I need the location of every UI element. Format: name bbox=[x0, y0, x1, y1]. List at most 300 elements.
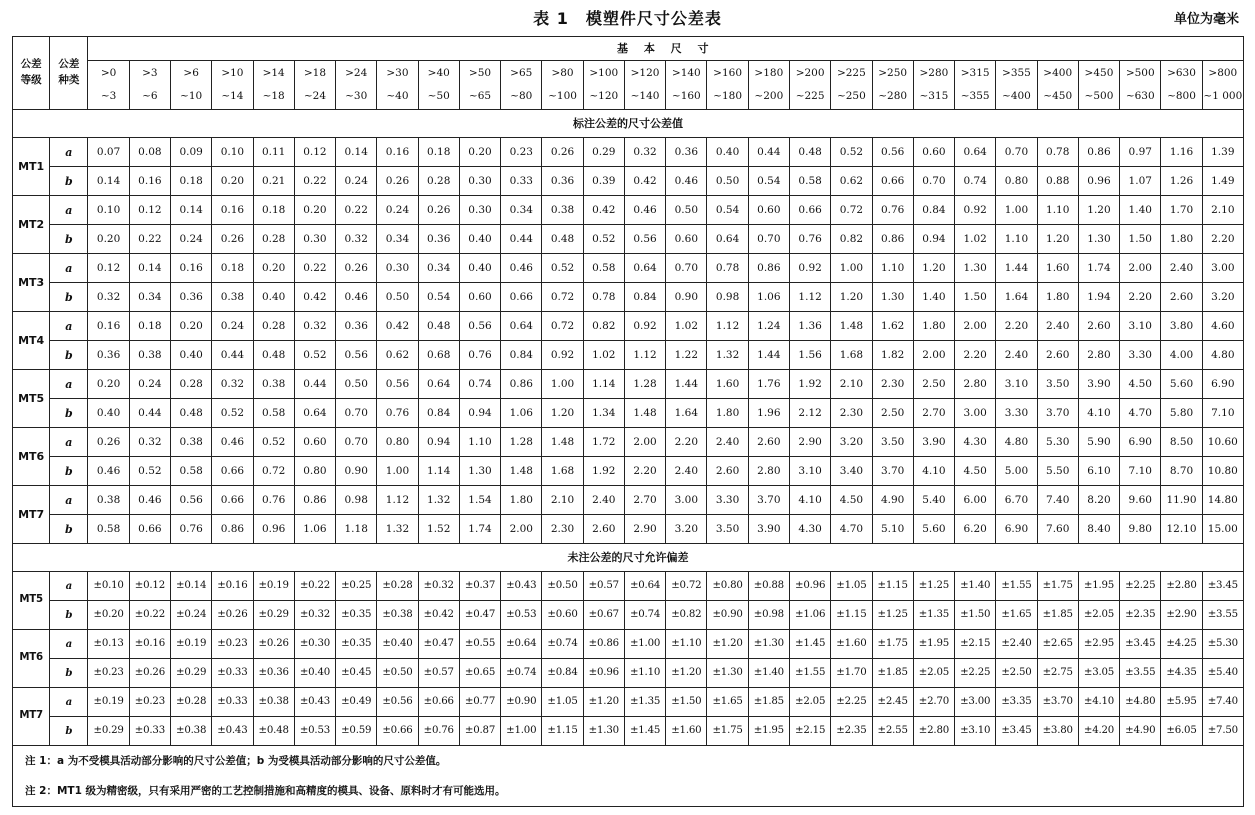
table-cell: 1.30 bbox=[955, 254, 996, 283]
table-cell: ±4.25 bbox=[1161, 630, 1202, 659]
table-cell: 3.00 bbox=[1202, 254, 1243, 283]
size-range-header bbox=[955, 61, 996, 110]
range-upper: ~120 bbox=[589, 90, 619, 102]
table-cell: 0.50 bbox=[666, 196, 707, 225]
table-cell: ±0.74 bbox=[501, 659, 542, 688]
table-cell: 1.48 bbox=[831, 312, 872, 341]
table-cell: 0.40 bbox=[459, 254, 500, 283]
table-cell: ±2.25 bbox=[831, 688, 872, 717]
table-cell: ±3.80 bbox=[1037, 717, 1078, 746]
table-cell: 1.16 bbox=[1161, 138, 1202, 167]
grade-label: MT2 bbox=[13, 196, 50, 254]
table-cell: 2.00 bbox=[1120, 254, 1161, 283]
table-cell: 1.18 bbox=[336, 515, 377, 544]
table-cell: 0.09 bbox=[171, 138, 212, 167]
table-cell: 0.18 bbox=[418, 138, 459, 167]
table-cell: 0.74 bbox=[955, 167, 996, 196]
table-cell: 6.20 bbox=[955, 515, 996, 544]
table-cell: 0.46 bbox=[336, 283, 377, 312]
size-range-header bbox=[377, 61, 418, 110]
table-cell: 0.82 bbox=[831, 225, 872, 254]
table-cell: 0.34 bbox=[129, 283, 170, 312]
table-cell: 4.60 bbox=[1202, 312, 1243, 341]
table-cell: ±1.30 bbox=[707, 659, 748, 688]
table-cell: 1.68 bbox=[831, 341, 872, 370]
table-cell: ±0.22 bbox=[129, 601, 170, 630]
table-cell: ±2.65 bbox=[1037, 630, 1078, 659]
size-range-header bbox=[1202, 61, 1243, 110]
table-cell: 1.00 bbox=[831, 254, 872, 283]
table-cell: 2.60 bbox=[1078, 312, 1119, 341]
table-cell: 0.18 bbox=[129, 312, 170, 341]
table-cell: ±1.35 bbox=[624, 688, 665, 717]
table-cell: ±0.88 bbox=[748, 572, 789, 601]
table-cell: 9.80 bbox=[1120, 515, 1161, 544]
table-cell: ±0.23 bbox=[129, 688, 170, 717]
table-cell: 1.82 bbox=[872, 341, 913, 370]
table-cell: 2.20 bbox=[1120, 283, 1161, 312]
table-cell: 0.18 bbox=[171, 167, 212, 196]
table-cell: 2.50 bbox=[913, 370, 954, 399]
table-cell: 0.64 bbox=[418, 370, 459, 399]
table-cell: 1.49 bbox=[1202, 167, 1243, 196]
table-cell: ±0.10 bbox=[88, 572, 129, 601]
size-range-header bbox=[88, 61, 129, 110]
table-cell: 1.70 bbox=[1161, 196, 1202, 225]
table-cell: 0.40 bbox=[707, 138, 748, 167]
table-cell: 0.58 bbox=[88, 515, 129, 544]
table-cell: 0.24 bbox=[336, 167, 377, 196]
range-lower: >24 bbox=[345, 67, 368, 79]
table-cell: 2.60 bbox=[707, 457, 748, 486]
table-cell: ±0.40 bbox=[294, 659, 335, 688]
table-cell: 0.46 bbox=[212, 428, 253, 457]
table-cell: ±0.55 bbox=[459, 630, 500, 659]
size-range-header bbox=[1037, 61, 1078, 110]
grade-label: MT7 bbox=[13, 486, 50, 544]
table-cell: 1.02 bbox=[666, 312, 707, 341]
table-cell: 0.36 bbox=[171, 283, 212, 312]
range-lower: >10 bbox=[221, 67, 244, 79]
table-cell: 0.70 bbox=[913, 167, 954, 196]
table-cell: 5.10 bbox=[872, 515, 913, 544]
size-range-header bbox=[542, 61, 583, 110]
table-cell: ±0.38 bbox=[253, 688, 294, 717]
table-cell: 0.78 bbox=[1037, 138, 1078, 167]
table-cell: 2.70 bbox=[913, 399, 954, 428]
kind-label: a bbox=[50, 486, 88, 515]
table-cell: ±0.16 bbox=[129, 630, 170, 659]
table-cell: ±0.50 bbox=[542, 572, 583, 601]
size-range-header bbox=[501, 61, 542, 110]
table-cell: 0.24 bbox=[377, 196, 418, 225]
table-cell: 1.26 bbox=[1161, 167, 1202, 196]
table-cell: 1.72 bbox=[583, 428, 624, 457]
range-lower: >50 bbox=[468, 67, 492, 79]
table-cell: 1.64 bbox=[996, 283, 1037, 312]
table-row bbox=[13, 717, 1244, 746]
table-cell: 0.66 bbox=[129, 515, 170, 544]
table-row bbox=[13, 312, 1244, 341]
table-cell: 0.94 bbox=[459, 399, 500, 428]
table-cell: ±0.28 bbox=[171, 688, 212, 717]
table-cell: 0.18 bbox=[212, 254, 253, 283]
table-cell: 0.66 bbox=[872, 167, 913, 196]
table-cell: 1.50 bbox=[955, 283, 996, 312]
table-cell: 0.42 bbox=[624, 167, 665, 196]
table-cell: 1.10 bbox=[872, 254, 913, 283]
table-cell: 3.30 bbox=[996, 399, 1037, 428]
unit-label: 单位为毫米 bbox=[1173, 12, 1239, 27]
tolerance-table bbox=[12, 36, 1244, 807]
table-cell: 5.90 bbox=[1078, 428, 1119, 457]
table-cell: 1.94 bbox=[1078, 283, 1119, 312]
table-cell: 0.46 bbox=[129, 486, 170, 515]
table-cell: 3.40 bbox=[831, 457, 872, 486]
range-upper: ~10 bbox=[180, 90, 203, 102]
range-upper: ~160 bbox=[671, 90, 701, 102]
range-upper: ~24 bbox=[303, 90, 327, 102]
table-cell: ±1.25 bbox=[872, 601, 913, 630]
table-cell: 3.70 bbox=[748, 486, 789, 515]
table-cell: 0.20 bbox=[88, 370, 129, 399]
table-cell: 0.56 bbox=[171, 486, 212, 515]
table-cell: ±1.55 bbox=[996, 572, 1037, 601]
table-cell: 0.64 bbox=[707, 225, 748, 254]
table-cell: 1.20 bbox=[542, 399, 583, 428]
table-cell: ±1.75 bbox=[1037, 572, 1078, 601]
table-cell: 0.34 bbox=[501, 196, 542, 225]
table-cell: 0.76 bbox=[171, 515, 212, 544]
table-cell: ±0.90 bbox=[501, 688, 542, 717]
table-cell: 2.60 bbox=[1037, 341, 1078, 370]
table-cell: 3.90 bbox=[1078, 370, 1119, 399]
table-cell: 0.42 bbox=[583, 196, 624, 225]
table-cell: ±4.90 bbox=[1120, 717, 1161, 746]
table-cell: ±1.35 bbox=[913, 601, 954, 630]
table-cell: 0.33 bbox=[501, 167, 542, 196]
table-cell: 1.12 bbox=[707, 312, 748, 341]
table-cell: 14.80 bbox=[1202, 486, 1243, 515]
table-cell: 0.88 bbox=[1037, 167, 1078, 196]
table-cell: 2.40 bbox=[996, 341, 1037, 370]
table-cell: 3.10 bbox=[1120, 312, 1161, 341]
table-cell: ±1.25 bbox=[913, 572, 954, 601]
table-cell: 1.20 bbox=[1078, 196, 1119, 225]
table-cell: 0.26 bbox=[88, 428, 129, 457]
table-cell: ±2.75 bbox=[1037, 659, 1078, 688]
table-cell: 1.74 bbox=[459, 515, 500, 544]
table-cell: ±0.25 bbox=[336, 572, 377, 601]
table-cell: 3.80 bbox=[1161, 312, 1202, 341]
table-cell: 0.52 bbox=[212, 399, 253, 428]
table-cell: ±1.65 bbox=[707, 688, 748, 717]
table-cell: 3.20 bbox=[831, 428, 872, 457]
table-row bbox=[13, 428, 1244, 457]
table-cell: ±0.16 bbox=[212, 572, 253, 601]
table-cell: ±0.38 bbox=[377, 601, 418, 630]
table-cell: 1.07 bbox=[1120, 167, 1161, 196]
table-cell: 1.12 bbox=[624, 341, 665, 370]
table-cell: 3.10 bbox=[996, 370, 1037, 399]
table-cell: 2.90 bbox=[624, 515, 665, 544]
table-cell: 4.70 bbox=[1120, 399, 1161, 428]
range-lower: >500 bbox=[1125, 67, 1155, 79]
table-cell: 0.40 bbox=[88, 399, 129, 428]
table-cell: ±2.55 bbox=[872, 717, 913, 746]
kind-label: a bbox=[50, 254, 88, 283]
table-cell: ±0.96 bbox=[789, 572, 830, 601]
table-cell: 0.52 bbox=[831, 138, 872, 167]
table-cell: ±1.15 bbox=[831, 601, 872, 630]
table-cell: 0.76 bbox=[377, 399, 418, 428]
table-cell: 2.10 bbox=[1202, 196, 1243, 225]
table-cell: 2.00 bbox=[501, 515, 542, 544]
table-cell: 1.60 bbox=[1037, 254, 1078, 283]
table-cell: ±0.45 bbox=[336, 659, 377, 688]
table-row bbox=[13, 370, 1244, 399]
table-cell: ±0.42 bbox=[418, 601, 459, 630]
table-cell: 1.80 bbox=[1161, 225, 1202, 254]
table-cell: 1.14 bbox=[583, 370, 624, 399]
table-cell: ±0.77 bbox=[459, 688, 500, 717]
table-cell: 4.70 bbox=[831, 515, 872, 544]
table-cell: 0.56 bbox=[624, 225, 665, 254]
table-cell: 5.00 bbox=[996, 457, 1037, 486]
table-cell: ±3.70 bbox=[1037, 688, 1078, 717]
table-cell: 0.28 bbox=[253, 225, 294, 254]
size-range-header bbox=[294, 61, 335, 110]
table-cell: ±1.10 bbox=[666, 630, 707, 659]
table-cell: 0.11 bbox=[253, 138, 294, 167]
table-cell: ±2.05 bbox=[1078, 601, 1119, 630]
table-cell: ±0.43 bbox=[294, 688, 335, 717]
table-row bbox=[13, 486, 1244, 515]
size-range-header bbox=[212, 61, 253, 110]
kind-label: a bbox=[50, 370, 88, 399]
range-upper: ~140 bbox=[630, 90, 660, 102]
table-cell: ±1.30 bbox=[748, 630, 789, 659]
kind-label: a bbox=[50, 630, 88, 659]
table-cell: 0.80 bbox=[294, 457, 335, 486]
table-cell: 0.76 bbox=[872, 196, 913, 225]
table-cell: 0.29 bbox=[583, 138, 624, 167]
range-lower: >200 bbox=[795, 67, 825, 79]
table-cell: ±2.80 bbox=[913, 717, 954, 746]
table-cell: ±6.05 bbox=[1161, 717, 1202, 746]
table-row bbox=[13, 167, 1244, 196]
table-cell: 0.50 bbox=[377, 283, 418, 312]
header-basic-size: 基 本 尺 寸 bbox=[88, 37, 1244, 61]
table-cell: 1.48 bbox=[624, 399, 665, 428]
table-row bbox=[13, 659, 1244, 688]
table-cell: 6.90 bbox=[996, 515, 1037, 544]
table-cell: 2.60 bbox=[583, 515, 624, 544]
note-text: 注 2：MT1 级为精密级，只有采用严密的工艺控制措施和高精度的模具、设备、原料时才有可能选用。 bbox=[13, 776, 1244, 807]
table-cell: 0.48 bbox=[789, 138, 830, 167]
table-cell: 0.60 bbox=[913, 138, 954, 167]
table-cell: ±0.29 bbox=[88, 717, 129, 746]
header-grade: 公差等级 bbox=[13, 37, 50, 110]
table-cell: 1.39 bbox=[1202, 138, 1243, 167]
table-cell: 0.34 bbox=[418, 254, 459, 283]
table-cell: 0.34 bbox=[377, 225, 418, 254]
table-cell: 0.50 bbox=[707, 167, 748, 196]
table-cell: 0.64 bbox=[955, 138, 996, 167]
size-range-header bbox=[831, 61, 872, 110]
table-cell: 12.10 bbox=[1161, 515, 1202, 544]
table-cell: ±0.19 bbox=[171, 630, 212, 659]
range-upper: ~14 bbox=[221, 90, 244, 102]
range-lower: >18 bbox=[303, 67, 327, 79]
table-cell: 0.52 bbox=[129, 457, 170, 486]
table-cell: 0.40 bbox=[253, 283, 294, 312]
table-cell: ±1.45 bbox=[624, 717, 665, 746]
table-cell: ±1.75 bbox=[872, 630, 913, 659]
size-range-header bbox=[583, 61, 624, 110]
table-cell: 1.30 bbox=[459, 457, 500, 486]
table-cell: ±0.49 bbox=[336, 688, 377, 717]
table-cell: 0.70 bbox=[336, 428, 377, 457]
table-cell: 0.10 bbox=[212, 138, 253, 167]
table-cell: 1.10 bbox=[459, 428, 500, 457]
table-cell: 0.74 bbox=[459, 370, 500, 399]
table-cell: ±0.32 bbox=[418, 572, 459, 601]
table-cell: 0.66 bbox=[212, 486, 253, 515]
table-cell: 1.20 bbox=[913, 254, 954, 283]
table-cell: 1.24 bbox=[748, 312, 789, 341]
table-cell: ±1.10 bbox=[624, 659, 665, 688]
kind-label: b bbox=[50, 659, 88, 688]
table-cell: 0.80 bbox=[996, 167, 1037, 196]
range-upper: ~315 bbox=[919, 90, 949, 102]
table-cell: ±3.05 bbox=[1078, 659, 1119, 688]
table-cell: 0.84 bbox=[624, 283, 665, 312]
table-cell: 2.30 bbox=[542, 515, 583, 544]
table-cell: 0.48 bbox=[253, 341, 294, 370]
table-cell: 1.00 bbox=[542, 370, 583, 399]
table-cell: ±1.00 bbox=[624, 630, 665, 659]
table-cell: ±1.00 bbox=[501, 717, 542, 746]
unmarked-deviation-section-row bbox=[13, 544, 1244, 572]
table-cell: ±0.74 bbox=[624, 601, 665, 630]
table-cell: 15.00 bbox=[1202, 515, 1243, 544]
table-cell: 3.30 bbox=[1120, 341, 1161, 370]
size-range-header bbox=[748, 61, 789, 110]
table-cell: 0.66 bbox=[212, 457, 253, 486]
table-cell: 0.78 bbox=[707, 254, 748, 283]
table-cell: 0.44 bbox=[501, 225, 542, 254]
table-cell: 0.62 bbox=[831, 167, 872, 196]
table-cell: 0.52 bbox=[583, 225, 624, 254]
size-range-header bbox=[171, 61, 212, 110]
table-cell: 0.22 bbox=[336, 196, 377, 225]
range-upper: ~500 bbox=[1084, 90, 1114, 102]
table-cell: 4.50 bbox=[1120, 370, 1161, 399]
table-cell: 0.16 bbox=[88, 312, 129, 341]
table-cell: 0.12 bbox=[88, 254, 129, 283]
table-cell: 0.24 bbox=[171, 225, 212, 254]
table-cell: ±1.30 bbox=[583, 717, 624, 746]
table-cell: 1.12 bbox=[789, 283, 830, 312]
table-cell: 1.28 bbox=[501, 428, 542, 457]
table-cell: 0.90 bbox=[666, 283, 707, 312]
note-text: 注 1：a 为不受模具活动部分影响的尺寸公差值；b 为受模具活动部分影响的尺寸公差值。 bbox=[13, 746, 1244, 777]
table-cell: 1.96 bbox=[748, 399, 789, 428]
table-cell: 1.00 bbox=[377, 457, 418, 486]
table-cell: ±0.66 bbox=[377, 717, 418, 746]
table-cell: 2.80 bbox=[748, 457, 789, 486]
table-cell: 1.10 bbox=[1037, 196, 1078, 225]
range-upper: ~6 bbox=[142, 90, 158, 102]
table-cell: 0.56 bbox=[459, 312, 500, 341]
range-lower: >160 bbox=[713, 67, 742, 79]
table-cell: 8.70 bbox=[1161, 457, 1202, 486]
table-cell: 1.00 bbox=[996, 196, 1037, 225]
table-cell: 0.14 bbox=[171, 196, 212, 225]
table-cell: 0.36 bbox=[542, 167, 583, 196]
table-cell: 0.26 bbox=[418, 196, 459, 225]
table-cell: 1.02 bbox=[583, 341, 624, 370]
table-cell: 4.30 bbox=[789, 515, 830, 544]
table-cell: 10.80 bbox=[1202, 457, 1243, 486]
table-cell: 0.42 bbox=[377, 312, 418, 341]
table-cell: ±2.25 bbox=[955, 659, 996, 688]
table-cell: 7.40 bbox=[1037, 486, 1078, 515]
table-cell: 2.30 bbox=[831, 399, 872, 428]
table-cell: ±0.33 bbox=[212, 659, 253, 688]
table-cell: 0.16 bbox=[212, 196, 253, 225]
table-cell: 0.84 bbox=[913, 196, 954, 225]
table-cell: ±0.23 bbox=[212, 630, 253, 659]
range-upper: ~280 bbox=[878, 90, 908, 102]
table-cell: 0.86 bbox=[501, 370, 542, 399]
table-cell: ±5.40 bbox=[1202, 659, 1243, 688]
table-cell: 2.12 bbox=[789, 399, 830, 428]
table-cell: 2.40 bbox=[583, 486, 624, 515]
table-cell: ±2.95 bbox=[1078, 630, 1119, 659]
kind-label: a bbox=[50, 688, 88, 717]
table-cell: ±0.47 bbox=[459, 601, 500, 630]
table-cell: 1.14 bbox=[418, 457, 459, 486]
table-cell: 9.60 bbox=[1120, 486, 1161, 515]
table-cell: 0.14 bbox=[336, 138, 377, 167]
table-cell: ±2.25 bbox=[1120, 572, 1161, 601]
table-cell: 5.50 bbox=[1037, 457, 1078, 486]
table-cell: 0.07 bbox=[88, 138, 129, 167]
table-cell: 0.72 bbox=[542, 312, 583, 341]
table-cell: ±1.85 bbox=[872, 659, 913, 688]
table-cell: 0.64 bbox=[294, 399, 335, 428]
table-cell: 4.80 bbox=[996, 428, 1037, 457]
table-cell: 0.62 bbox=[377, 341, 418, 370]
table-cell: 0.58 bbox=[253, 399, 294, 428]
range-lower: >355 bbox=[1002, 67, 1031, 79]
table-cell: ±2.50 bbox=[996, 659, 1037, 688]
range-upper: ~630 bbox=[1125, 90, 1155, 102]
kind-label: b bbox=[50, 225, 88, 254]
table-cell: ±0.87 bbox=[459, 717, 500, 746]
table-cell: ±0.23 bbox=[88, 659, 129, 688]
range-lower: >65 bbox=[510, 67, 533, 79]
table-cell: ±0.12 bbox=[129, 572, 170, 601]
table-cell: ±0.13 bbox=[88, 630, 129, 659]
table-cell: 0.20 bbox=[253, 254, 294, 283]
table-cell: 4.10 bbox=[1078, 399, 1119, 428]
table-cell: ±5.30 bbox=[1202, 630, 1243, 659]
table-cell: ±3.10 bbox=[955, 717, 996, 746]
table-row bbox=[13, 196, 1244, 225]
